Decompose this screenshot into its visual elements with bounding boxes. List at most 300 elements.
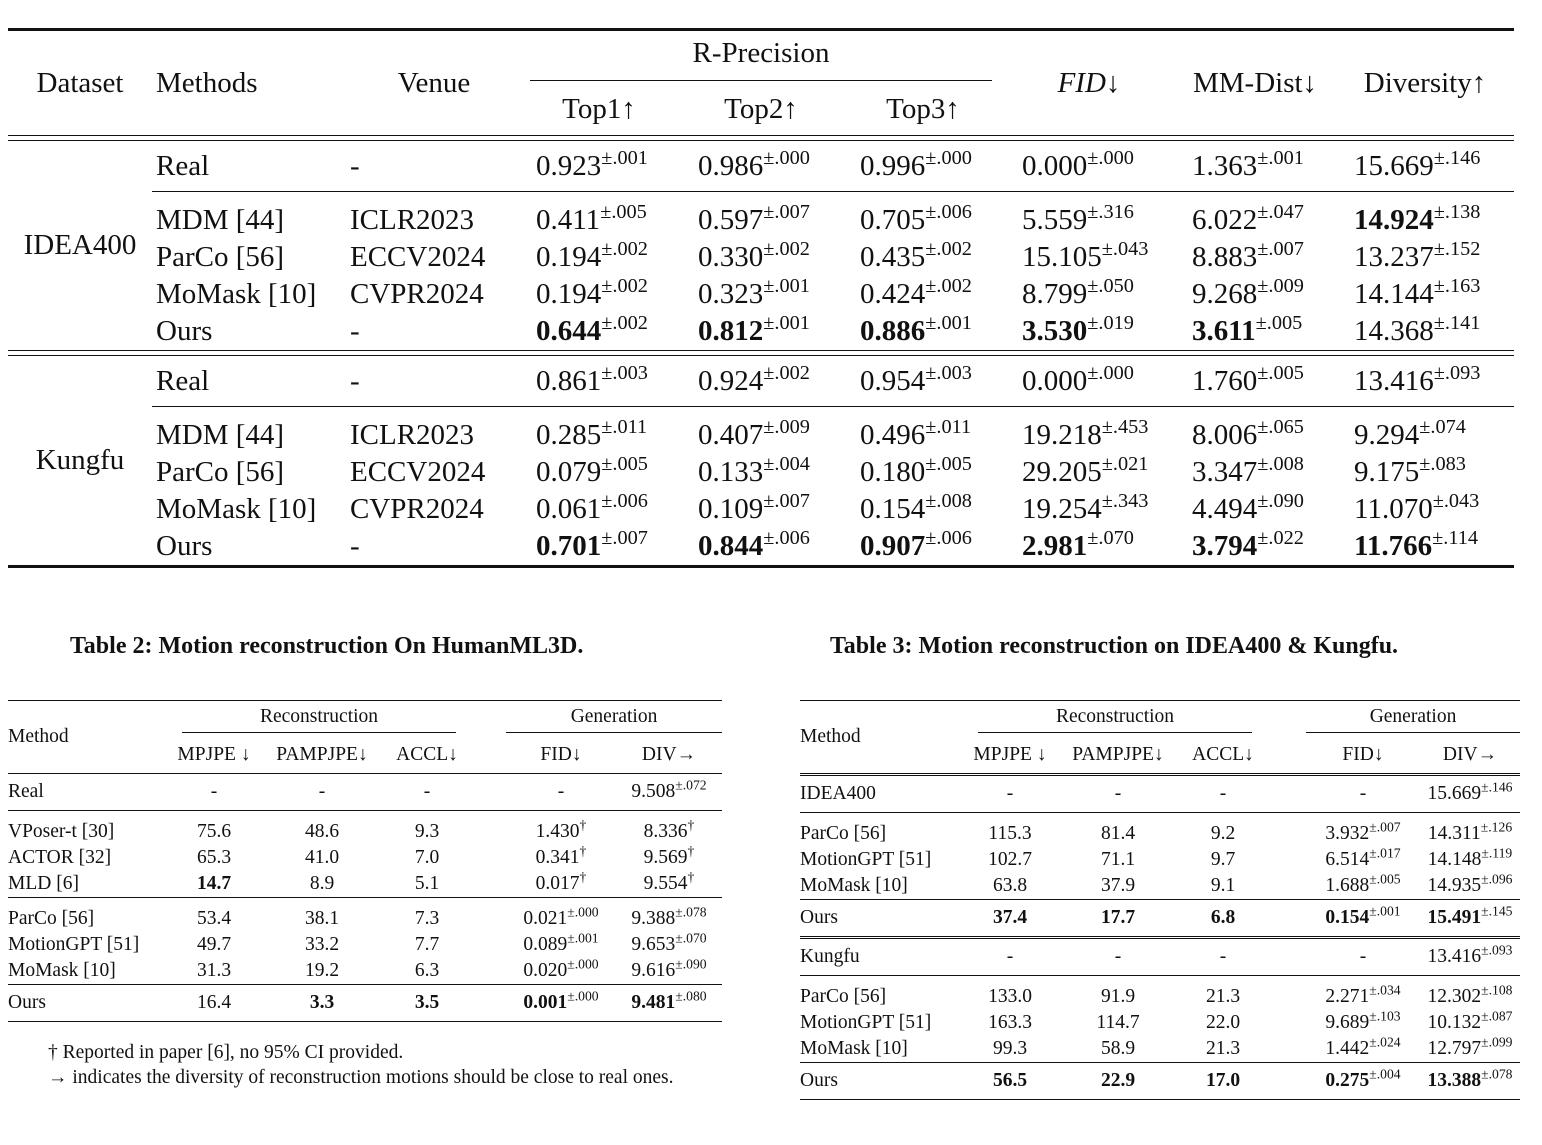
table-row (8, 313, 1514, 351)
cell-value: 9.268 (1192, 278, 1258, 310)
column-gap (470, 932, 506, 958)
metric-cell (1180, 938, 1266, 976)
cell-value: 14.924 (1354, 204, 1434, 236)
cell-ci: ±.103 (1369, 1008, 1401, 1024)
metric-cell (518, 356, 680, 407)
t3-col-accl: ACCL↓ (1180, 737, 1266, 775)
header-r-precision (518, 30, 1004, 84)
metric-cell (842, 141, 1004, 192)
cell-ci: ±.000 (1087, 361, 1134, 384)
column-gap (470, 845, 506, 871)
cell-value: 9.7 (1210, 849, 1236, 870)
metric-cell (1306, 1063, 1420, 1100)
cell-value: 114.7 (1096, 1012, 1140, 1033)
metric-cell (168, 811, 260, 846)
cell-value: - (210, 781, 218, 802)
fid-label: FID (1057, 66, 1106, 99)
cell-value: 8.883 (1192, 241, 1258, 273)
column-gap (470, 871, 506, 898)
r-precision-label: R-Precision (530, 37, 992, 81)
cell-value: 0.109 (698, 493, 764, 525)
cell-ci: ±.005 (1257, 361, 1304, 384)
cell-ci: ±.090 (1257, 489, 1304, 512)
table-row (8, 932, 722, 958)
cell-value: 49.7 (196, 934, 232, 955)
venue: - (350, 528, 518, 567)
metric-cell (1336, 454, 1514, 491)
cell-value: 29.205 (1022, 456, 1102, 488)
metric-cell (842, 239, 1004, 276)
metric-cell (1420, 873, 1520, 900)
cell-ci: ±.000 (567, 956, 599, 972)
cell-value: 48.6 (304, 821, 340, 842)
metric-cell (964, 847, 1056, 873)
cell-ci: ±.005 (1369, 871, 1401, 887)
metric-cell (384, 811, 470, 846)
cell-value: 6.514 (1325, 849, 1370, 870)
metric-cell (1004, 276, 1174, 313)
metric-cell (842, 528, 1004, 567)
cell-value: 12.797 (1427, 1038, 1482, 1059)
metric-cell (842, 454, 1004, 491)
header-top1: Top1↑ (562, 92, 636, 125)
cell-ci: ±.078 (1481, 1066, 1513, 1082)
metric-cell (1420, 1036, 1520, 1063)
metric-cell (1306, 813, 1420, 848)
cell-value: 14.311 (1427, 823, 1481, 844)
method-name: Real (152, 356, 350, 407)
metric-cell (1174, 276, 1336, 313)
metric-cell (964, 938, 1056, 976)
cell-value: - (1219, 946, 1227, 967)
cell-ci: ±.163 (1433, 274, 1481, 297)
cell-ci: ±.138 (1433, 200, 1481, 223)
cell-value: 3.611 (1192, 315, 1256, 347)
dataset-label: IDEA400 (23, 229, 137, 261)
table-row (8, 845, 722, 871)
metric-cell (1180, 873, 1266, 900)
cell-value: 37.9 (1100, 875, 1136, 896)
t2-header-reconstruction (168, 701, 470, 738)
metric-cell (680, 239, 842, 276)
header-diversity: Diversity↑ (1336, 30, 1514, 136)
cell-ci: ±.002 (925, 237, 972, 260)
t3-col-mpjpe: MPJPE ↓ (964, 737, 1056, 775)
metric-cell (1174, 528, 1336, 567)
method-name: Ours (800, 1063, 964, 1100)
cell-value: 14.7 (196, 873, 232, 894)
cell-value: 0.924 (698, 364, 764, 397)
table-row (8, 192, 1514, 240)
metric-cell (518, 528, 680, 567)
metric-cell (1174, 356, 1336, 407)
column-gap (1266, 938, 1306, 976)
metric-cell (1180, 775, 1266, 813)
cell-value: 115.3 (988, 823, 1032, 844)
cell-ci: ±.002 (763, 361, 810, 384)
cell-value: 2.981 (1022, 530, 1088, 562)
metric-cell (518, 239, 680, 276)
cell-ci: ±.008 (1257, 452, 1304, 475)
column-gap (470, 985, 506, 1022)
header-top3: Top3↑ (886, 92, 960, 125)
metric-cell (680, 141, 842, 192)
metric-cell (518, 192, 680, 240)
column-gap (1266, 813, 1306, 848)
metric-cell (518, 407, 680, 455)
metric-cell (1420, 1063, 1520, 1100)
cell-value: 5.1 (414, 873, 440, 894)
metric-cell (680, 454, 842, 491)
method-name: MoMask [10] (156, 278, 317, 310)
t2-col-gap (470, 737, 506, 774)
metric-cell (260, 985, 384, 1022)
t3-header-method: Method (800, 701, 964, 775)
cell-value: 0.411 (536, 204, 601, 236)
cell-value: 15.669 (1354, 149, 1434, 182)
column-gap (1266, 847, 1306, 873)
cell-value: 12.302 (1427, 986, 1482, 1007)
venue: ICLR2023 (350, 419, 475, 451)
cell-value: 19.254 (1022, 493, 1102, 525)
metric-cell (1306, 847, 1420, 873)
cell-ci: † (687, 817, 695, 833)
table-row (8, 239, 1514, 276)
cell-value: 0.954 (860, 364, 926, 397)
cell-ci: ±.002 (601, 311, 648, 334)
cell-value: 41.0 (304, 847, 340, 868)
t3-reconstruction-label: Reconstruction (978, 706, 1252, 733)
t3-header-reconstruction (964, 701, 1266, 738)
metric-cell (384, 845, 470, 871)
metric-cell (260, 958, 384, 985)
table-row (8, 454, 1514, 491)
metric-cell (168, 932, 260, 958)
metric-cell (1180, 1063, 1266, 1100)
metric-cell (616, 811, 722, 846)
metric-cell (1056, 1063, 1180, 1100)
venue: CVPR2024 (350, 278, 484, 310)
metric-cell (1056, 938, 1180, 976)
method-name: MoMask [10] (156, 493, 317, 525)
table-1-body (8, 136, 1514, 567)
metric-cell (1420, 1010, 1520, 1036)
cell-value: 6.3 (414, 960, 440, 981)
t2-generation-label: Generation (506, 706, 722, 733)
cell-value: 71.1 (1100, 849, 1136, 870)
method-name: MLD [6] (8, 873, 79, 894)
metric-cell (842, 276, 1004, 313)
metric-cell (1306, 900, 1420, 938)
metric-cell (1174, 407, 1336, 455)
cell-ci: ±.078 (675, 904, 707, 920)
cell-ci: ±.119 (1481, 845, 1513, 861)
metric-cell (1180, 813, 1266, 848)
cell-value: 13.416 (1354, 364, 1434, 397)
cell-value: 9.508 (631, 781, 676, 802)
metric-cell (1004, 528, 1174, 567)
cell-value: - (318, 781, 326, 802)
cell-ci: ±.141 (1433, 311, 1481, 334)
metric-cell (168, 958, 260, 985)
cell-ci: ±.070 (675, 930, 707, 946)
metric-cell (1174, 313, 1336, 351)
cell-value: 6.8 (1210, 907, 1236, 928)
cell-ci: ±.065 (1257, 415, 1304, 438)
column-gap (470, 958, 506, 985)
method-name: Ours (8, 985, 168, 1022)
cell-value: 1.760 (1192, 364, 1258, 397)
cell-value: 1.430 (535, 821, 580, 842)
cell-ci: ±.043 (1101, 237, 1149, 260)
metric-cell (1336, 141, 1514, 192)
metric-cell (168, 871, 260, 898)
cell-ci: ±.011 (601, 415, 648, 438)
cell-ci: † (579, 843, 587, 859)
metric-cell (1056, 976, 1180, 1011)
metric-cell (1004, 356, 1174, 407)
t2-header-generation (506, 701, 722, 738)
metric-cell (1004, 313, 1174, 351)
cell-ci: ±.000 (1087, 146, 1134, 169)
cell-ci: ±.001 (763, 311, 810, 334)
cell-value: 15.105 (1022, 241, 1102, 273)
t2-col-fid: FID↓ (506, 737, 616, 774)
cell-ci: ±.007 (1369, 819, 1401, 835)
cell-value: 0.701 (536, 530, 602, 562)
table-row (8, 958, 722, 985)
metric-cell (1306, 1010, 1420, 1036)
table-3-grid (800, 700, 1520, 1100)
table-row (8, 276, 1514, 313)
cell-value: 7.3 (414, 908, 440, 929)
cell-ci: ±.021 (1101, 452, 1149, 475)
t2-col-accl: ACCL↓ (384, 737, 470, 774)
cell-value: 1.363 (1192, 149, 1258, 182)
metric-cell (1336, 192, 1514, 240)
method-name: MDM [44] (156, 204, 285, 236)
metric-cell (1420, 900, 1520, 938)
cell-ci: ±.008 (925, 489, 972, 512)
cell-value: 0.341 (535, 847, 580, 868)
cell-ci: ±.022 (1257, 526, 1304, 549)
cell-ci: ±.099 (1481, 1034, 1513, 1050)
cell-value: 0.154 (1325, 907, 1370, 928)
metric-cell (518, 491, 680, 528)
method-name: MoMask [10] (800, 1038, 908, 1059)
cell-value: 14.935 (1427, 875, 1482, 896)
metric-cell (1180, 900, 1266, 938)
metric-cell (1336, 239, 1514, 276)
cell-value: 3.530 (1022, 315, 1088, 347)
cell-value: - (1114, 783, 1122, 804)
cell-value: - (1359, 946, 1367, 967)
table-2-footnote-dagger: † Reported in paper [6], no 95% CI provided. (48, 1042, 404, 1063)
cell-ci: ±.004 (763, 452, 810, 475)
metric-cell (964, 1036, 1056, 1063)
metric-cell (964, 873, 1056, 900)
metric-cell (1004, 239, 1174, 276)
cell-value: 3.794 (1192, 530, 1258, 562)
metric-cell (680, 276, 842, 313)
method-name: MotionGPT [51] (8, 934, 140, 955)
metric-cell (384, 958, 470, 985)
header-venue: Venue (350, 30, 518, 136)
cell-value: 53.4 (196, 908, 232, 929)
cell-value: 14.144 (1354, 278, 1434, 310)
cell-ci: ±.006 (601, 489, 648, 512)
method-name: ParCo [56] (156, 241, 285, 273)
cell-ci: ±.093 (1481, 942, 1513, 958)
cell-ci: ±.024 (1369, 1034, 1401, 1050)
cell-value: 8.336 (643, 821, 688, 842)
t3-col-pampjpe: PAMPJPE↓ (1056, 737, 1180, 775)
table-row (8, 898, 722, 933)
cell-ci: ±.343 (1101, 489, 1149, 512)
metric-cell (1420, 813, 1520, 848)
cell-value: 0.844 (698, 530, 764, 562)
cell-value: 22.9 (1100, 1070, 1136, 1091)
metric-cell (260, 871, 384, 898)
cell-value: 9.481 (631, 992, 676, 1013)
header-dataset: Dataset (8, 30, 152, 136)
metric-cell (964, 775, 1056, 813)
cell-value: 13.416 (1427, 946, 1482, 967)
cell-ci: ±.001 (1369, 903, 1401, 919)
cell-ci: ±.000 (763, 146, 810, 169)
metric-cell (680, 491, 842, 528)
metric-cell (168, 898, 260, 933)
cell-value: 0.285 (536, 419, 602, 451)
cell-value: 10.132 (1427, 1012, 1482, 1033)
cell-ci: ±.005 (925, 452, 972, 475)
t2-col-pampjpe: PAMPJPE↓ (260, 737, 384, 774)
metric-cell (518, 276, 680, 313)
method-name: Ours (800, 900, 964, 938)
cell-ci: ±.070 (1087, 526, 1134, 549)
metric-cell (1306, 938, 1420, 976)
metric-cell (1056, 873, 1180, 900)
cell-value: 0.275 (1325, 1070, 1370, 1091)
cell-ci: ±.001 (567, 930, 599, 946)
cell-value: 0.907 (860, 530, 926, 562)
cell-ci: ±.000 (567, 988, 599, 1004)
cell-ci: ±.126 (1480, 819, 1513, 835)
metric-cell (964, 813, 1056, 848)
cell-value: 0.330 (698, 241, 764, 273)
table-row (8, 871, 722, 898)
cell-ci: ±.007 (763, 200, 810, 223)
method-name: MoMask [10] (8, 960, 116, 981)
header-methods: Methods (152, 30, 350, 136)
metric-cell (384, 898, 470, 933)
metric-cell (842, 313, 1004, 351)
method-name: MotionGPT [51] (800, 1012, 932, 1033)
cell-value: 21.3 (1205, 986, 1241, 1007)
metric-cell (1174, 141, 1336, 192)
metric-cell (1180, 976, 1266, 1011)
cell-value: 163.3 (988, 1012, 1032, 1033)
t2-reconstruction-label: Reconstruction (182, 706, 456, 733)
venue: - (350, 141, 518, 192)
header-top2: Top2↑ (724, 92, 798, 125)
cell-ci: ±.108 (1481, 982, 1513, 998)
cell-value: 1.442 (1325, 1038, 1370, 1059)
metric-cell (260, 774, 384, 811)
cell-value: 3.5 (414, 992, 440, 1013)
metric-cell (1004, 141, 1174, 192)
cell-ci: ±.019 (1087, 311, 1134, 334)
cell-ci: ±.093 (1433, 361, 1481, 384)
cell-value: 6.022 (1192, 204, 1258, 236)
metric-cell (1420, 938, 1520, 976)
t2-col-div: DIV→ (616, 737, 722, 774)
cell-value: 75.6 (196, 821, 232, 842)
metric-cell (1056, 1010, 1180, 1036)
cell-ci: † (579, 817, 587, 833)
cell-value: 33.2 (304, 934, 340, 955)
table-row (800, 847, 1520, 873)
metric-cell (506, 774, 616, 811)
cell-value: 0.424 (860, 278, 926, 310)
metric-cell (506, 898, 616, 933)
table-row-dataset (800, 938, 1520, 976)
cell-value: 19.218 (1022, 419, 1102, 451)
cell-ci: ±.001 (925, 311, 972, 334)
metric-cell (1336, 356, 1514, 407)
metric-cell (842, 491, 1004, 528)
column-gap (470, 898, 506, 933)
cell-value: - (1114, 946, 1122, 967)
cell-value: 11.070 (1354, 493, 1433, 525)
cell-value: 14.368 (1354, 315, 1434, 347)
table-row (8, 491, 1514, 528)
venue: ECCV2024 (350, 456, 486, 488)
cell-value: 0.000 (1022, 149, 1088, 182)
table-2 (8, 700, 722, 1022)
cell-ci: ±.004 (1369, 1066, 1401, 1082)
t3-col-gap (1266, 737, 1306, 775)
metric-cell (1420, 847, 1520, 873)
table-row-ours (800, 900, 1520, 938)
table-1-grid (8, 28, 1514, 568)
cell-value: 9.175 (1354, 456, 1420, 488)
header-mm-dist: MM-Dist↓ (1174, 30, 1336, 136)
column-gap (1266, 900, 1306, 938)
method-name: VPoser-t [30] (8, 811, 168, 846)
cell-value: 17.7 (1100, 907, 1136, 928)
metric-cell (1306, 976, 1420, 1011)
cell-value: 13.388 (1427, 1070, 1482, 1091)
cell-ci: ±.002 (601, 274, 648, 297)
cell-ci: ±.453 (1101, 415, 1149, 438)
cell-value: 37.4 (992, 907, 1028, 928)
method-name: MoMask [10] (800, 875, 908, 896)
metric-cell (1174, 192, 1336, 240)
metric-cell (384, 871, 470, 898)
metric-cell (616, 958, 722, 985)
table-2-body (8, 774, 722, 1022)
metric-cell (1336, 276, 1514, 313)
cell-ci: ±.007 (1257, 237, 1304, 260)
method-name: ParCo [56] (800, 813, 964, 848)
cell-ci: ±.047 (1257, 200, 1304, 223)
cell-ci: ±.050 (1087, 274, 1134, 297)
cell-value: 3.3 (309, 992, 335, 1013)
column-gap (1266, 1036, 1306, 1063)
cell-ci: ±.000 (925, 146, 972, 169)
cell-value: 0.923 (536, 149, 602, 182)
